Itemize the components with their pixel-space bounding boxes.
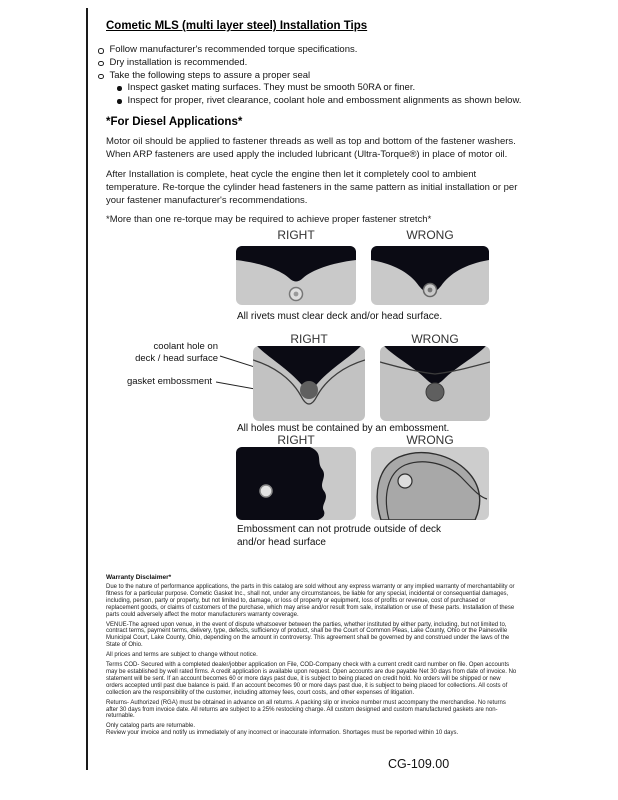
retorque-note: *More than one re-torque may be required to achieve proper fastener stretch* [106, 214, 432, 225]
filled-bullet-icon [117, 86, 122, 91]
diesel-paragraph-1: Motor oil should be applied to fastener threads as well as top and bottom of the fastener washers. When ARP fasteners are used apply the included lubricant (Ultra-Torque®) in place of motor oil. [106, 136, 516, 160]
figure-rivet-right [236, 246, 356, 305]
open-bullet-icon [98, 61, 104, 67]
figure1-right-label: RIGHT [277, 228, 315, 242]
figure-coolant-right [253, 346, 365, 421]
figure3-wrong-label: WRONG [406, 433, 454, 447]
figure2-caption: All holes must be contained by an embossment. [237, 423, 450, 434]
legal-paragraph: Returns- Authorized (RGA) must be obtained in advance on all returns. A packing slip or invoice number must accompany the merchandise. No returns after 30 days from invoice date. All returns are subject to a 25% restocking charge. All custom designed and custom manufactured gaskets are non-returnable. [106, 699, 506, 720]
callout-coolant-line2: deck / head surface [135, 352, 218, 364]
figure-rivet-wrong [371, 246, 489, 305]
figure3-right-label: RIGHT [277, 433, 315, 447]
tip-text: Inspect gasket mating surfaces. They must be smooth 50RA or finer. [127, 82, 416, 94]
open-bullet-icon [98, 74, 104, 80]
tip-text: Inspect for proper, rivet clearance, coolant hole and embossment alignments as shown below. [127, 95, 522, 107]
legal-paragraph: Due to the nature of performance applications, the parts in this catalog are sold without any express warranty or any implied warranty of merchantability or fitness for a particular purpose. Cometic Gasket Inc., shall not, under any circumstances, be liable for any special, incidental or consequential damages, including, person, party or property, but not limited to, damage, or loss of property or equipment, loss of profits or revenue, cost of purchased or replacement goods, or claims of customers of the purchase, which may arise and/or result from sale, installation or use of these parts. Installation of these parts could adversely affect the motor manufacturers warranty coverage. [106, 584, 515, 618]
figure2-wrong-label: WRONG [411, 332, 459, 346]
figure2-right-label: RIGHT [290, 332, 328, 346]
tip-item [98, 44, 538, 57]
figure-embossment-wrong [371, 447, 489, 520]
figure3-caption-line1: Embossment can not protrude outside of deck [237, 524, 442, 535]
figure3-caption [237, 523, 441, 549]
legal-paragraph: Only catalog parts are returnable. [106, 723, 196, 730]
callout-coolant-line1: coolant hole on [153, 341, 218, 352]
legal-paragraph: All prices and terms are subject to change without notice. [106, 652, 258, 659]
page-border-line [86, 8, 88, 770]
open-bullet-icon [98, 48, 104, 54]
tip-text: Follow manufacturer's recommended torque specifications. [109, 44, 358, 55]
legal-section [106, 574, 518, 740]
tip-sub-item [117, 82, 538, 95]
tip-item [98, 70, 538, 83]
tip-item [98, 57, 538, 70]
callout-gasket-embossment: gasket embossment [126, 376, 212, 387]
page-code: CG-109.00 [388, 757, 450, 771]
page-title: Cometic MLS (multi layer steel) Installation Tips [106, 20, 368, 32]
filled-bullet-icon [117, 99, 122, 104]
figure1-wrong-label: WRONG [406, 228, 454, 242]
figure3-caption-line2: and/or head surface [237, 537, 326, 548]
tip-text: Take the following steps to assure a proper seal [109, 69, 311, 81]
figure1-caption: All rivets must clear deck and/or head surface. [237, 311, 443, 322]
legal-paragraph: Terms COD- Secured with a completed dealer/jobber application on File, COD-Company check with a current credit card number on file. Open accounts may be established by well rated firms. A credit application is available upon request. Open accounts are due payable Net 30 days from date of invoice. No statement will be sent. If an account becomes 60 or more days past due, it is subject to being placed on credit hold. No orders will be shipped or new orders accepted until past due balance is paid. If an account becomes 90 or more days past due, it is subject to being placed for collections. All costs of collection are the responsibility of the customer, including attorney fees, court costs, and other expenses of litigation. [106, 662, 517, 696]
warranty-disclaimer-heading: Warranty Disclaimer* [106, 574, 172, 581]
figure-coolant-wrong [380, 346, 490, 421]
callout-coolant-hole [118, 341, 218, 364]
figure-embossment-right [236, 447, 356, 520]
legal-paragraph: VENUE-The agreed upon venue, in the event of dispute whatsoever between the parties, whether instituted by either party, including, but not limited to, contract terms, payment terms, delivery, type, defects, sufficiency of product, shall be the Court of Common Pleas, Lake County, Ohio or the Painesville Municipal Court, Lake County, Ohio, depending on the amount in controversy. This agreement shall be governed by and construed under the laws of the State of Ohio. [106, 621, 510, 649]
tip-text: Dry installation is recommended. [109, 56, 248, 68]
diesel-paragraph-2: After Installation is complete, heat cycle the engine then let it completely cool to ambient temperature. Re-torque the cylinder head fasteners in the same pattern as initial installation or per your fastener manufacturer's recommendations. [106, 169, 518, 206]
diesel-applications-heading: *For Diesel Applications* [106, 116, 243, 128]
tip-sub-item [117, 95, 538, 108]
legal-paragraph: Review your invoice and notify us immediately of any incorrect or inaccurate information. Shortages must be reported within 10 days. [106, 730, 459, 737]
installation-tips-list [98, 44, 538, 108]
